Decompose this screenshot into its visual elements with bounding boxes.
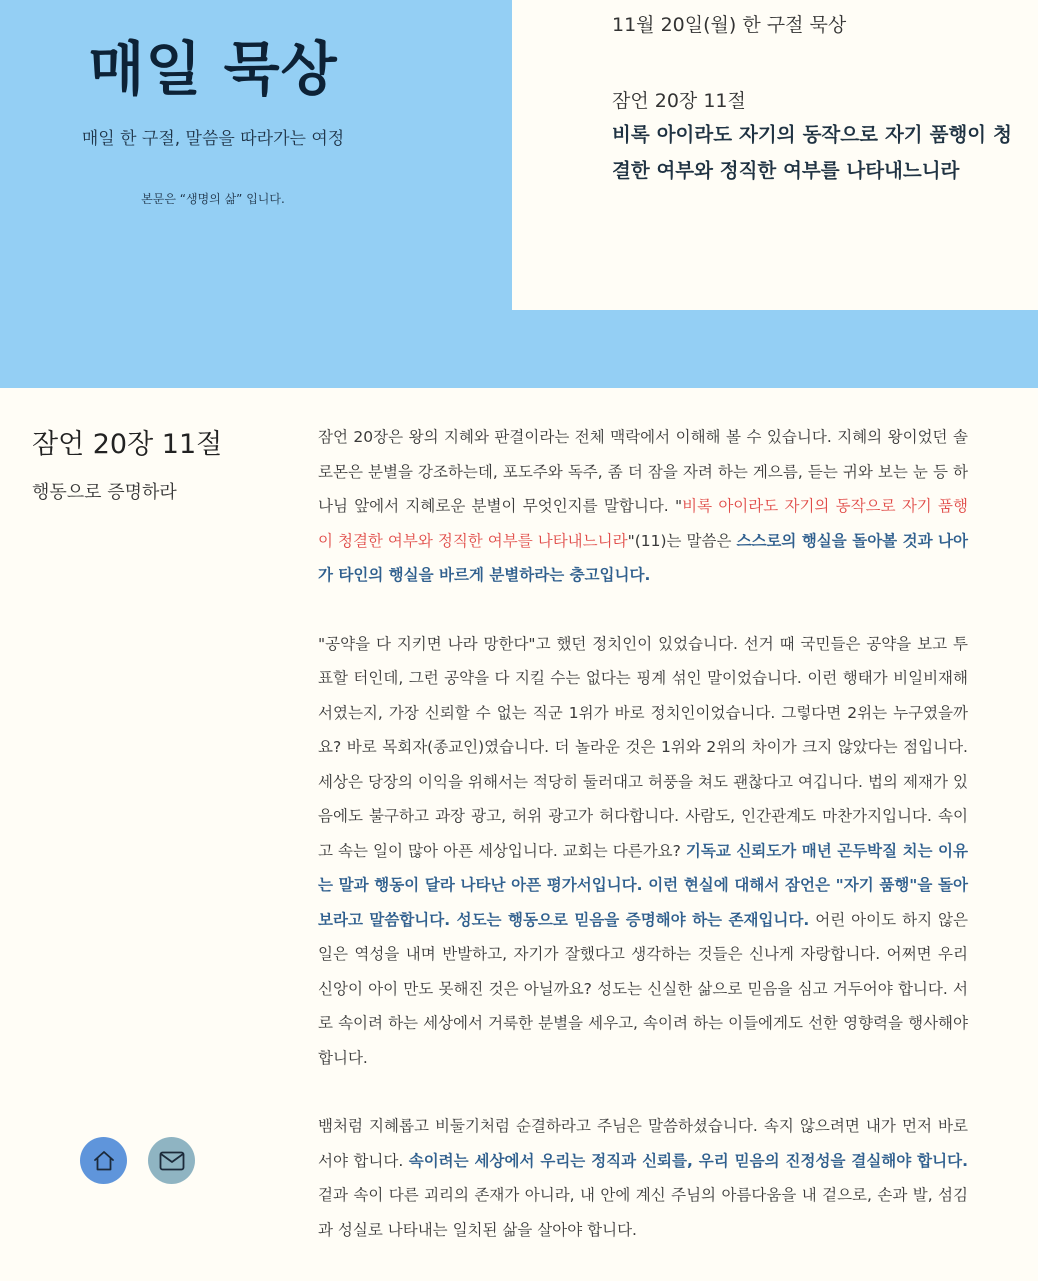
site-title: 매일 묵상 [88, 35, 338, 103]
emphasized-text: 스스로의 행실을 돌아볼 것과 나아가 타인의 행실을 바르게 분별하라는 충고입니다. [318, 531, 968, 584]
paragraph-text: "(11)는 말씀은 [627, 531, 737, 550]
home-button[interactable] [80, 1137, 127, 1184]
paragraph-text: 겉과 속이 다른 괴리의 존재가 아니라, 내 안에 계신 주님의 아름다움을 내 겉으로, 손과 발, 섬김과 성실로 나타내는 일치된 삶을 살아야 합니다. [318, 1186, 968, 1239]
paragraph-text: 잠언 20장은 왕의 지혜와 판결이라는 전체 맥락에서 이해해 볼 수 있습니다. 지혜의 왕이었던 솔로몬은 분별을 강조하는데, 포도주와 독주, 좀 더 잠을 자려 하는 게으름, 듣는 귀와 보는 눈 등 하나님 앞에서 지혜로운 분별이 무엇인지를 말합니다. " [318, 428, 968, 515]
article-paragraph [318, 1109, 968, 1247]
paragraph-text: 뱀처럼 지혜롭고 비둘기처럼 순결하라고 주님은 말씀하셨습니다. 속지 않으려면 내가 먼저 바로 서야 합니다. [318, 1117, 968, 1170]
source-note: 본문은 “생명의 삶” 입니다. [141, 192, 285, 206]
mail-button[interactable] [148, 1137, 195, 1184]
emphasized-text: 기독교 신뢰도가 매년 곤두박질 치는 이유는 말과 행동이 달라 나타난 아픈 평가서입니다. 이런 현실에 대해서 잠언은 "자기 품행"을 돌아보라고 말씀합니다. 성도는 행동으로 믿음을 증명해야 하는 존재입니다. [318, 841, 968, 929]
passage-heading: 잠언 20장 11절 [32, 429, 223, 460]
quoted-verse: 비록 아이라도 자기의 동작으로 자기 품행이 청결한 여부와 정직한 여부를 나타내느니라 [318, 497, 968, 550]
site-tagline: 매일 한 구절, 말씀을 따라가는 여정 [81, 129, 345, 149]
verse-reference: 잠언 20장 11절 [612, 90, 746, 112]
paragraph-text: 어린 아이도 하지 않은 일은 역성을 내며 반발하고, 자기가 잘했다고 생각하는 것들은 신나게 자랑합니다. 어쩌면 우리 신앙이 아이 만도 못해진 것은 아닐까요? 성도는 신실한 삶으로 믿음을 심고 거두어야 합니다. 서로 속이려 하는 세상에서 거룩한 분별을 세우고, 속이려 하는 이들에게도 선한 영향력을 행사해야 합니다. [318, 910, 968, 1067]
verse-text: 비록 아이라도 자기의 동작으로 자기 품행이 청결한 여부와 정직한 여부를 나타내느니라 [612, 123, 1012, 182]
article-paragraph [318, 627, 968, 1076]
meditation-article [318, 420, 968, 1281]
home-icon [92, 1149, 116, 1173]
passage-subheading: 행동으로 증명하라 [32, 482, 177, 503]
emphasized-text: 속이려는 세상에서 우리는 정직과 신뢰를, 우리 믿음의 진정성을 결실해야 합니다. [408, 1151, 968, 1170]
mail-icon [159, 1151, 185, 1171]
verse-date: 11월 20일(월) 한 구절 묵상 [612, 14, 847, 36]
verse-card [512, 0, 1038, 310]
article-paragraph [318, 420, 968, 593]
paragraph-text: "공약을 다 지키면 나라 망한다"고 했던 정치인이 있었습니다. 선거 때 국민들은 공약을 보고 투표할 터인데, 그런 공약을 다 지킬 수는 없다는 핑계 섞인 말이었습니다. 이런 행태가 비일비재해서였는지, 가장 신뢰할 수 없는 직군 1위가 바로 정치인이었습니다. 그렇다면 2위는 누구였을까요? 바로 목회자(종교인)였습니다. 더 놀라운 것은 1위와 2위의 차이가 크지 않았다는 점입니다. 세상은 당장의 이익을 위해서는 적당히 둘러대고 허풍을 쳐도 괜찮다고 여깁니다. 법의 제재가 있음에도 불구하고 과장 광고, 허위 광고가 허다합니다. 사람도, 인간관계도 마찬가지입니다. 속이고 속는 일이 많아 아픈 세상입니다. 교회는 다른가요? [318, 634, 968, 860]
